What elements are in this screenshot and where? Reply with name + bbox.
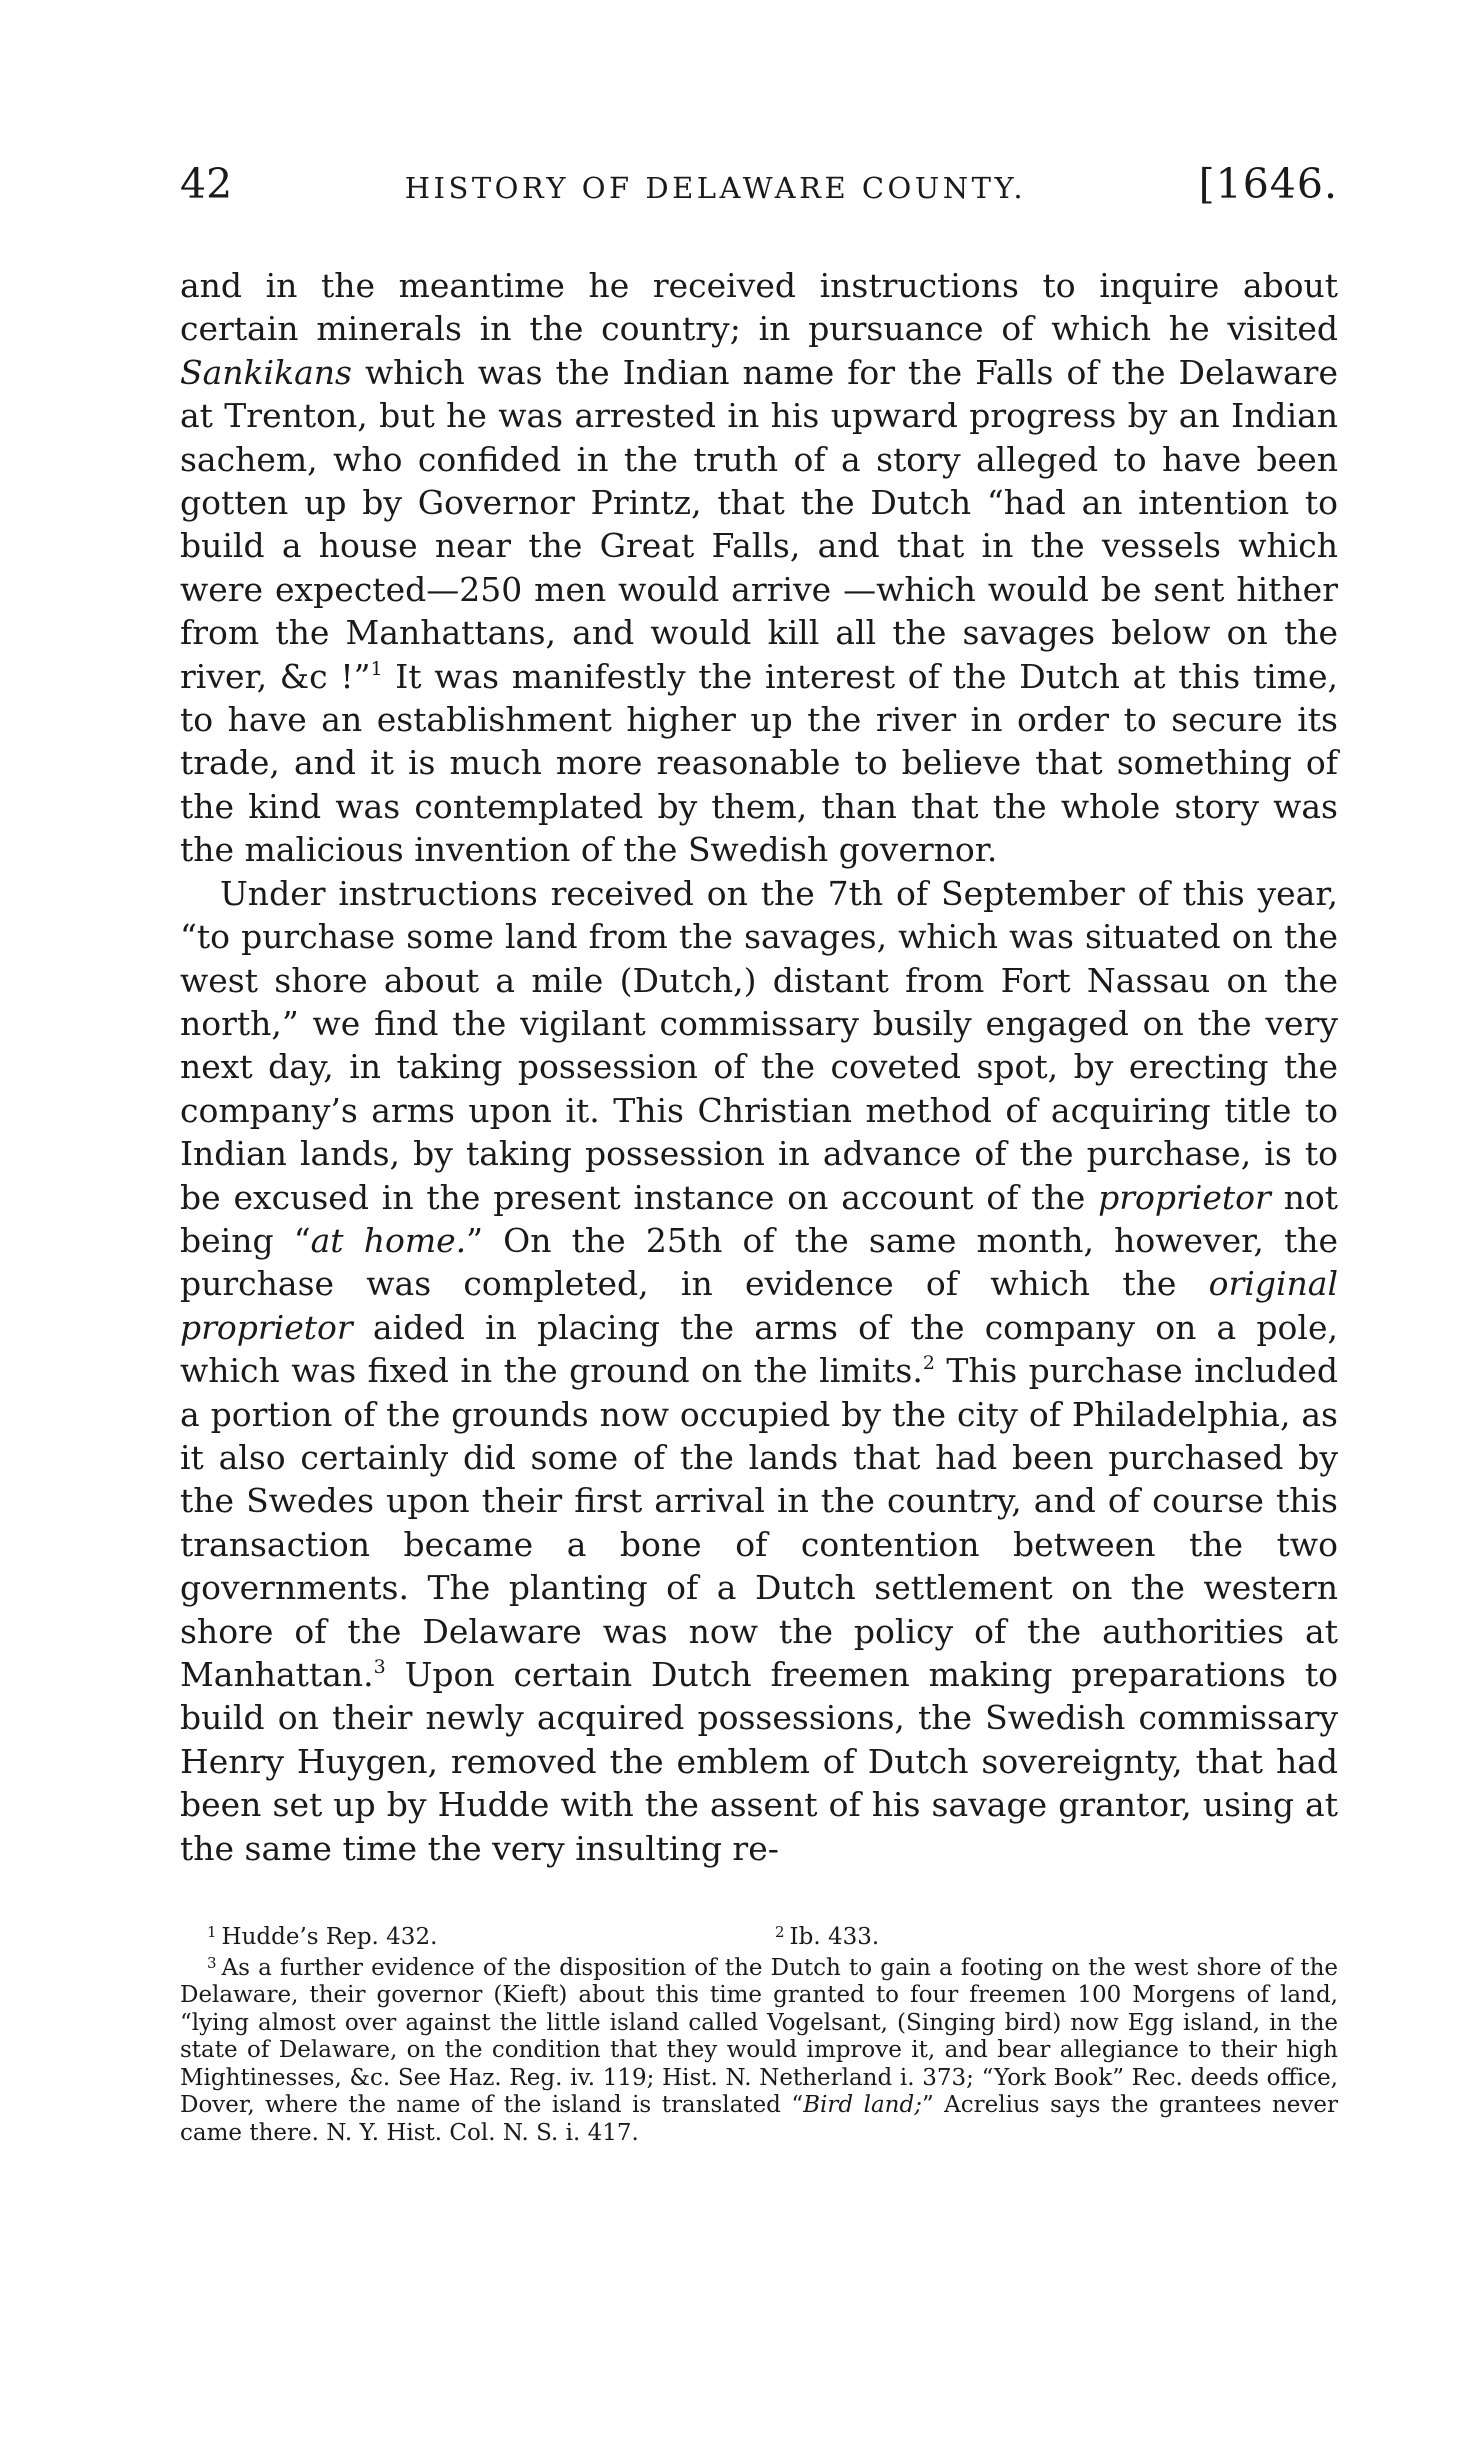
text-run: Under instructions received on the 7th of September of this year, “to purchase some land from the savages, which was situated on the west shore about a mile (Dutch,) distant from Fort Nassau on the north,” we find the vigilant commissary busily engaged on the very next day, in taking possession of the coveted spot, by erecting the company’s arms upon it. This Christian method of acquiring title to Indian lands, by taking possession in advance of the purchase, is to be excused in the present instance on account of the: [180, 873, 1338, 1217]
footnote-marker: 2: [775, 1923, 785, 1942]
italic-text: proprietor: [1098, 1177, 1271, 1217]
text-run: which was the Indian name for the Falls of the Delaware at Trenton, but he was arrested in his upward progress by an Indian sachem, who confided in the truth of a story alleged to have been gotten up by Governor Printz, that the Dutch “had an intention to build a house near the Great Falls, and that in the vessels which were expected—250 men would arrive —which would be sent hither from the Manhattans, and would kill all the savages below on the river, &c !”: [180, 352, 1338, 696]
paragraph-2: [180, 872, 1338, 1870]
text-run: not being “: [180, 1177, 1338, 1260]
text-run: This purchase included a portion of the grounds now occupied by the city of Philadelphia, as it also certainly did some of the lands that had been purchased by the Swedes upon their first arrival in the country, and of course this transaction became a bone of contention between the two governments. The planting of a Dutch settlement on the western shore of the Delaware was now the policy of the authorities at Manhattan.: [180, 1351, 1338, 1694]
text-run: ” On the 25th of the same month, however, the purchase was completed, in evidence of which the: [180, 1220, 1339, 1304]
page-number: 42: [180, 160, 233, 208]
text-run: and in the meantime he received instructions to inquire about certain minerals in the country; in pursuance of which he visited: [180, 266, 1338, 349]
paragraph-1: [180, 264, 1338, 872]
footnote-text: Ib. 433.: [789, 1924, 880, 1951]
italic-text: Sankikans: [180, 352, 352, 392]
footnote-marker: 3: [207, 1953, 217, 1972]
italic-text: at home.: [310, 1220, 467, 1260]
footnote-ref: 1: [370, 657, 383, 680]
footnote-1: [180, 1924, 775, 1952]
footnotes: [180, 1924, 1338, 2147]
footnote-ref: 2: [922, 1352, 935, 1375]
body-text: [180, 264, 1338, 1870]
text-run: Upon certain Dutch freemen making preparations to build on their newly acquired possessions, the Swedish commissary Henry Huygen, removed the emblem of Dutch sovereignty, that had been set up by Hudde with the assent of his savage grantor, using at the same time the very insulting re-: [180, 1655, 1338, 1868]
book-page: [180, 160, 1338, 2147]
italic-text: original proprietor: [180, 1264, 1338, 1347]
footnote-text: Hudde’s Rep. 432.: [221, 1924, 438, 1951]
year-marker: [1646.: [1198, 160, 1338, 208]
footnote-ref: 3: [373, 1656, 386, 1678]
footnote-text: As a further evidence of the disposition of the Dutch to gain a footing on the west shore of the Delaware, their governor (Kieft) about this time granted to four freemen 100 Morgens of land, “lying almost over against the little island called Vogelsant, (Singing bird) now Egg island, in the state of Delaware, on the condition that they would improve it, and bear allegiance to their high Mightinesses, &c. See Haz. Reg. iv. 119; Hist. N. Netherland i. 373; “York Book” Rec. deeds office, Dover, where the name of the island is translated “: [180, 1954, 1338, 2119]
footnote-text: ” Acrelius says the grantees never came there. N. Y. Hist. Col. N. S. i. 417.: [180, 2092, 1338, 2146]
text-run: aided in placing the arms of the company on a pole, which was fixed in the ground on the limits.: [180, 1307, 1338, 1391]
running-title: HISTORY OF DELAWARE COUNTY.: [404, 171, 1027, 205]
footnote-2: [775, 1924, 879, 1952]
text-run: It was manifestly the interest of the Dutch at this time, to have an establishment higher up the river in order to secure its trade, and it is much more reasonable to believe that something of the kind was contemplated by them, than that the whole story was the malicious invention of the Swedish governor.: [180, 656, 1338, 870]
page-header: [180, 160, 1338, 216]
footnote-3: [180, 1955, 1338, 2148]
footnote-row: [180, 1924, 1338, 1952]
italic-text: Bird land;: [803, 2092, 922, 2119]
footnote-marker: 1: [207, 1923, 217, 1942]
